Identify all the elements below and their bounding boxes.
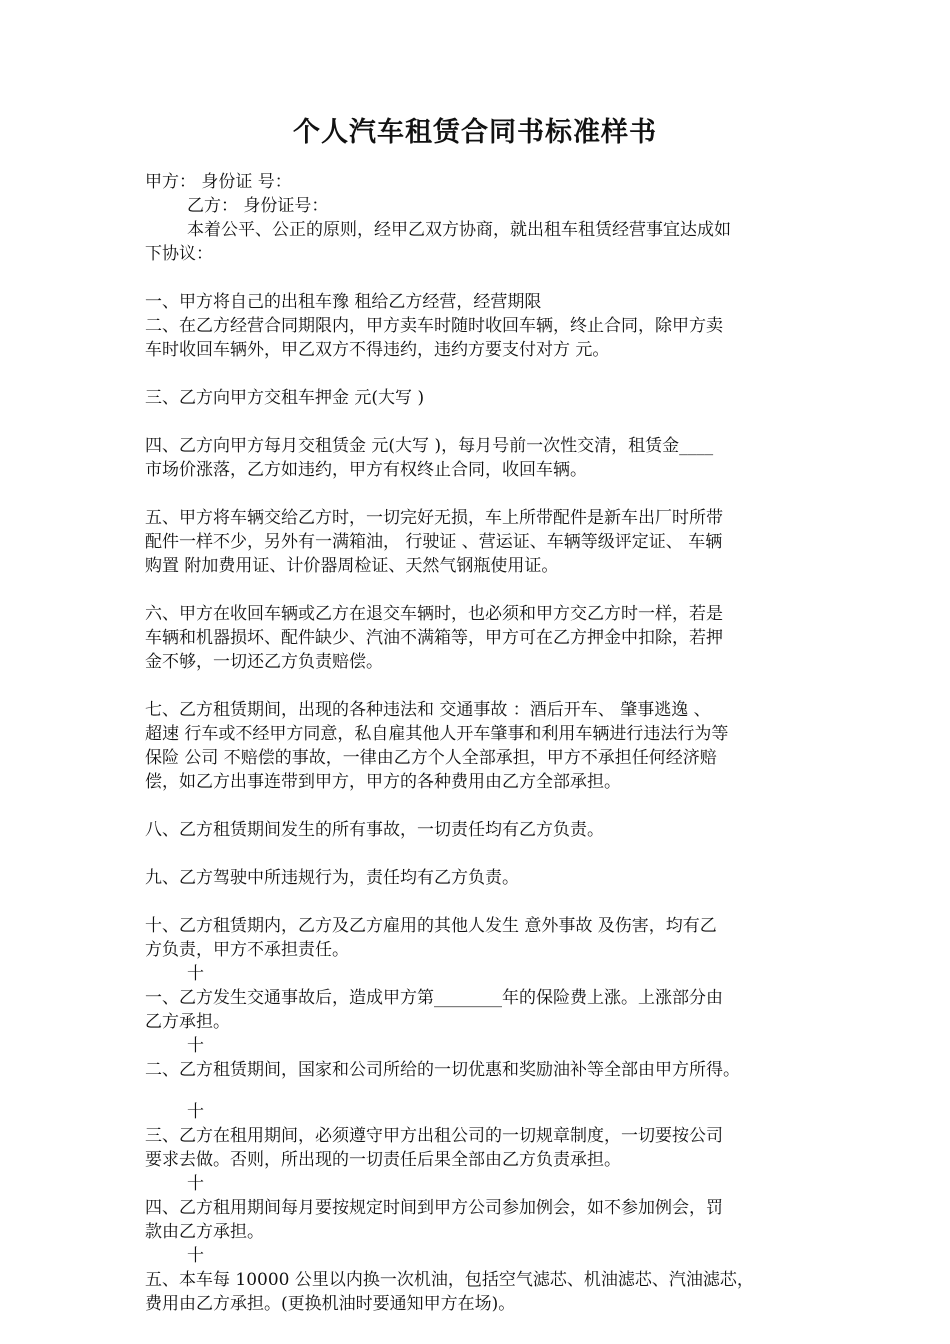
party-a-line: 甲方： 身份证 号： (145, 172, 292, 192)
clause-2 (145, 314, 805, 362)
clause-line: 市场价涨落，乙方如违约，甲方有权终止合同，收回车辆。 (145, 460, 587, 480)
clause-line: 乙方承担。 (145, 1012, 230, 1032)
clause-prefix: 十 (187, 964, 204, 984)
clause-1 (145, 290, 805, 314)
clause-4 (145, 434, 805, 482)
clause-line: 购置 附加费用证、计价器周检证、天然气钢瓶使用证。 (145, 556, 559, 576)
intro-line: 下协议： (145, 244, 213, 264)
intro-paragraph (145, 218, 805, 266)
clause-line: 超速 行车或不经甲方同意，私自雇其他人开车肇事和利用车辆进行违法行为等 (145, 724, 729, 744)
clause-line: 要求去做。否则，所出现的一切责任后果全部由乙方负责承担。 (145, 1150, 621, 1170)
party-b-line: 乙方： 身份证号： (187, 196, 329, 216)
clause-line: 一、乙方发生交通事故后，造成甲方第________年的保险费上涨。上涨部分由 (145, 988, 723, 1008)
clause-10 (145, 914, 805, 962)
clause-line: 车时收回车辆外，甲乙双方不得违约，违约方要支付对方 元。 (145, 340, 610, 360)
clause-line: 款由乙方承担。 (145, 1222, 264, 1242)
document-body (145, 170, 805, 1316)
clause-line: 二、乙方租赁期间，国家和公司所给的一切优惠和奖励油补等全部由甲方所得。 (145, 1060, 740, 1080)
clause-line: 偿，如乙方出事连带到甲方，甲方的各种费用由乙方全部承担。 (145, 772, 621, 792)
clause-line: 费用由乙方承担。(更换机油时要通知甲方在场)。 (145, 1294, 516, 1314)
clause-14 (145, 1172, 805, 1244)
clause-11 (145, 962, 805, 1034)
clause-prefix: 十 (187, 1246, 204, 1266)
clause-3 (145, 386, 805, 410)
clause-12 (145, 1034, 805, 1082)
clause-line: 金不够，一切还乙方负责赔偿。 (145, 652, 383, 672)
clause-prefix: 十 (187, 1036, 204, 1056)
clause-9 (145, 866, 805, 890)
clause-line: 二、在乙方经营合同期限内，甲方卖车时随时收回车辆，终止合同，除甲方卖 (145, 316, 723, 336)
clause-6 (145, 602, 805, 674)
clause-15 (145, 1244, 805, 1316)
clause-prefix: 十 (187, 1174, 204, 1194)
document-title: 个人汽车租赁合同书标准样书 (293, 117, 657, 148)
clause-line: 九、乙方驾驶中所违规行为，责任均有乙方负责。 (145, 868, 519, 888)
clause-line: 保险 公司 不赔偿的事故，一律由乙方个人全部承担，甲方不承担任何经济赔 (145, 748, 717, 768)
clause-8 (145, 818, 805, 842)
clause-line: 三、乙方在租用期间，必须遵守甲方出租公司的一切规章制度，一切要按公司 (145, 1126, 723, 1146)
clause-line: 十、乙方租赁期内，乙方及乙方雇用的其他人发生 意外事故 及伤害，均有乙 (145, 916, 717, 936)
clause-line: 六、甲方在收回车辆或乙方在退交车辆时，也必须和甲方交乙方时一样，若是 (145, 604, 723, 624)
clause-line: 配件一样不少，另外有一满箱油， 行驶证 、营运证、车辆等级评定证、 车辆 (145, 532, 723, 552)
clause-13 (145, 1100, 805, 1172)
clause-line: 车辆和机器损坏、配件缺少、汽油不满箱等，甲方可在乙方押金中扣除，若押 (145, 628, 723, 648)
clause-line: 八、乙方租赁期间发生的所有事故，一切责任均有乙方负责。 (145, 820, 604, 840)
intro-line: 本着公平、公正的原则，经甲乙双方协商，就出租车租赁经营事宜达成如 (187, 220, 731, 240)
clause-line: 四、乙方向甲方每月交租赁金 元(大写 )，每月号前一次性交清，租赁金____ (145, 436, 714, 456)
clause-line: 七、乙方租赁期间，出现的各种违法和 交通事故 ：酒后开车、 肇事逃逸 、 (145, 700, 711, 720)
clause-line: 三、乙方向甲方交租车押金 元(大写 ) (145, 388, 425, 408)
clause-line: 一、甲方将自己的出租车豫 租给乙方经营，经营期限 (145, 292, 542, 312)
clause-line: 五、本车每 10000 公里以内换一次机油，包括空气滤芯、机油滤芯、汽油滤芯， (145, 1270, 754, 1290)
clause-prefix: 十 (187, 1102, 204, 1122)
clause-5 (145, 506, 805, 578)
clause-line: 四、乙方租用期间每月要按规定时间到甲方公司参加例会，如不参加例会，罚 (145, 1198, 723, 1218)
clause-line: 五、甲方将车辆交给乙方时，一切完好无损，车上所带配件是新车出厂时所带 (145, 508, 723, 528)
clause-line: 方负责，甲方不承担责任。 (145, 940, 349, 960)
clause-7 (145, 698, 805, 794)
